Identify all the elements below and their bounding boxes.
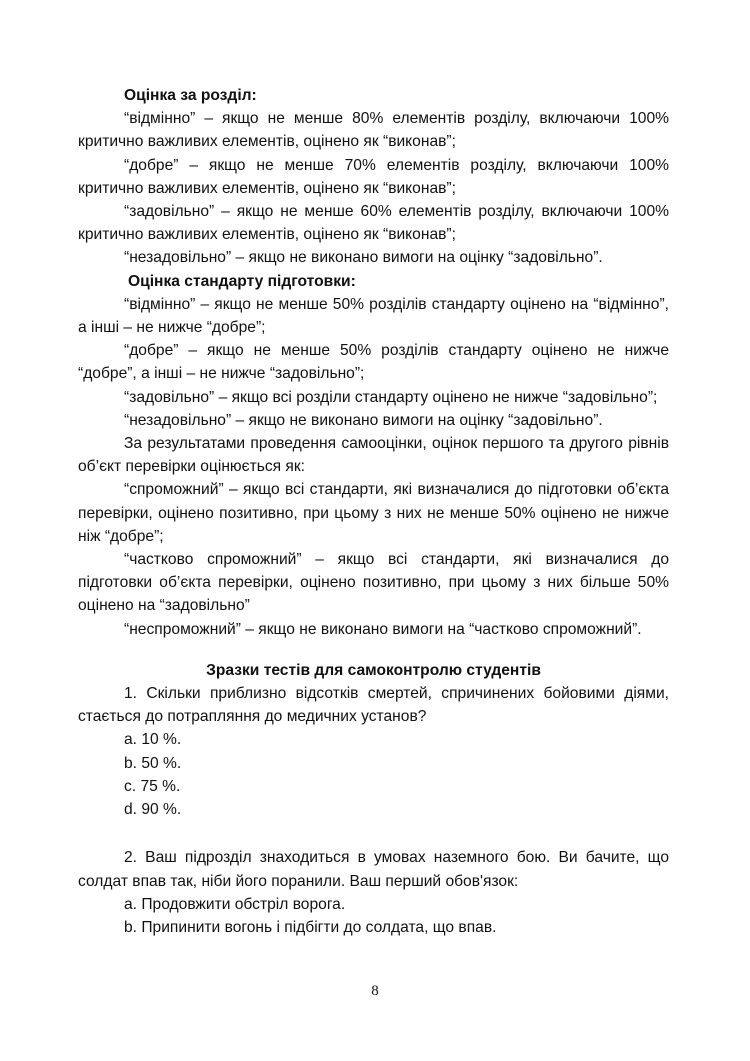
question-1-option-a: a. 10 %. bbox=[124, 731, 182, 749]
self-assessment-intro: За результатами проведення самооцінки, оцінок першого та другого рівнів об’єкт перевірки оцінюється як: bbox=[78, 435, 669, 476]
standard-grade-unsatisfactory: “незадовільно” – якщо не виконано вимоги на оцінку “задовільно”. bbox=[124, 411, 603, 429]
self-assessment-incapable: “неспроможний” – якщо не виконано вимоги на “частково спроможний”. bbox=[124, 620, 642, 638]
section-grade-excellent: “відмінно” – якщо не менше 80% елементів розділу, включаючи 100% критично важливих елементів, оцінено як “виконав”; bbox=[78, 110, 669, 151]
tests-heading: Зразки тестів для самоконтролю студентів bbox=[206, 661, 541, 679]
question-2-option-a: a. Продовжити обстріл ворога. bbox=[124, 895, 346, 913]
standard-grade-excellent: “відмінно” – якщо не менше 50% розділів стандарту оцінено на “відмінно”, а інші – не нижче “добре”; bbox=[78, 295, 669, 337]
standard-grade-heading: Оцінка стандарту підготовки: bbox=[128, 272, 356, 290]
self-assessment-partially-capable: “частково спроможний” – якщо всі стандарти, які визначалися до підготовки об’єкта перевірки, оцінено позитивно, при цьому з них більше 50% оцінено на “задовільно” bbox=[78, 551, 669, 615]
standard-grade-good: “добре” – якщо не менше 50% розділів стандарту оцінено не нижче “добре”, а інші – не нижче “задовільно”; bbox=[78, 342, 669, 383]
question-1-option-d: d. 90 %. bbox=[124, 801, 182, 819]
question-1-option-b: b. 50 %. bbox=[124, 754, 182, 772]
page-content bbox=[78, 84, 669, 939]
spacer bbox=[78, 821, 669, 846]
page-number: 8 bbox=[371, 983, 379, 999]
standard-grade-satisfactory: “задовільно” – якщо всі розділи стандарту оцінено не нижче “задовільно”; bbox=[124, 388, 658, 406]
question-1: 1. Скільки приблизно відсотків смертей, спричинених бойовими діями, стається до потрапляння до медичних установ? bbox=[78, 685, 669, 726]
question-2-option-b: b. Припинити вогонь і підбігти до солдата, що впав. bbox=[124, 918, 497, 936]
section-grade-unsatisfactory: “незадовільно” – якщо не виконано вимоги на оцінку “задовільно”. bbox=[124, 249, 603, 267]
question-1-option-c: c. 75 %. bbox=[124, 777, 181, 795]
section-grade-heading: Оцінка за розділ: bbox=[124, 87, 257, 104]
section-grade-satisfactory: “задовільно” – якщо не менше 60% елементів розділу, включаючи 100% критично важливих елементів, оцінено як “виконав”; bbox=[78, 203, 669, 244]
question-2: 2. Ваш підрозділ знаходиться в умовах наземного бою. Ви бачите, що солдат впав так, ніби його поранили. Ваш перший обов'язок: bbox=[78, 849, 669, 890]
self-assessment-capable: “спроможний” – якщо всі стандарти, які визначалися до підготовки об’єкта перевірки, оцінено позитивно, при цьому з них не менше 50% оцінено не нижче ніж “добре”; bbox=[78, 481, 669, 545]
section-grade-good: “добре” – якщо не менше 70% елементів розділу, включаючи 100% критично важливих елементів, оцінено як “виконав”; bbox=[78, 156, 669, 197]
